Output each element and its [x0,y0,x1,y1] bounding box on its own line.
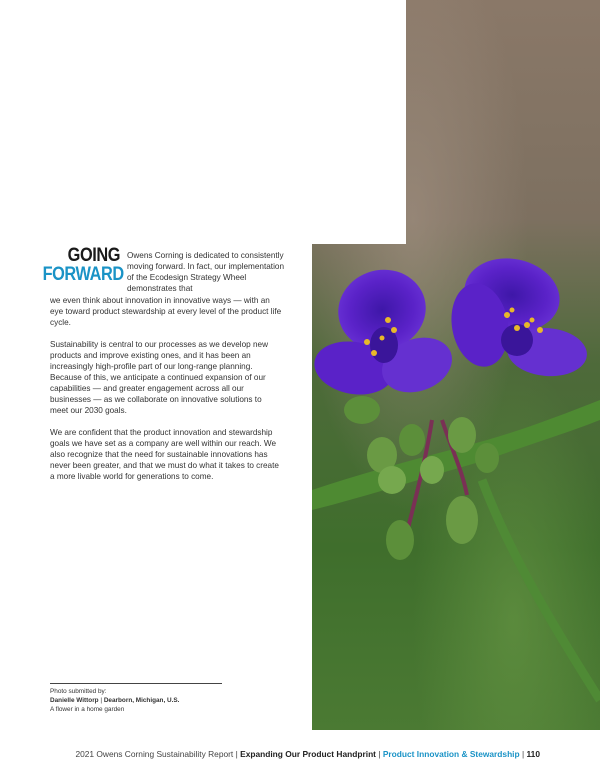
footer-sep-2: | [375,749,383,759]
footer-sep-3: | [519,749,527,759]
credit-caption: A flower in a home garden [50,706,125,713]
intro-text: Owens Corning is dedicated to consistently moving forward. In fact, our implementation of the Ecodesign Strategy Wheel demonstrates that [127,251,284,293]
credit-label: Photo submitted by: [50,688,107,695]
footer-section: Expanding Our Product Handprint [240,749,376,759]
photo-credit [50,687,290,714]
credit-location: Dearborn, Michigan, U.S. [103,697,180,704]
credit-name: Danielle Wittorp [50,697,99,704]
body-text [50,295,282,493]
credit-divider [50,683,222,684]
credit-name-line [50,696,290,705]
photo-cutout [312,0,406,244]
body-paragraph-2: Sustainability is central to our processes as we develop new products and improve existing ones, and it has been an increasingly high-profile part of our long-range planning. Because of this, we anticipate a continued expansion of our capabilities — and greater engagement across all our businesses — as we collaborate on innovative solutions to meet our 2030 goals. [50,340,268,415]
footer-report: 2021 Owens Corning Sustainability Report [75,749,234,759]
body-paragraph-3: We are confident that the product innovation and stewardship goals we have set as a company are well within our reach. We also recognize that the need for sustainable innovations has never been greater, and that we must do what it takes to create a more livable world for generations to come. [50,428,279,481]
footer-subsection: Product Innovation & Stewardship [382,749,520,759]
credit-separator: | [98,697,104,704]
body-paragraph-1: we even think about innovation in innovative ways — with an eye toward product stewardship at every level of the product life cycle. [50,296,282,327]
heading-line-2: FORWARD [42,264,124,285]
section-heading [42,245,124,285]
heading-line-1: GOING [67,245,120,266]
page-number: 110 [526,749,540,759]
page-footer [30,749,540,759]
footer-sep-1: | [233,749,241,759]
